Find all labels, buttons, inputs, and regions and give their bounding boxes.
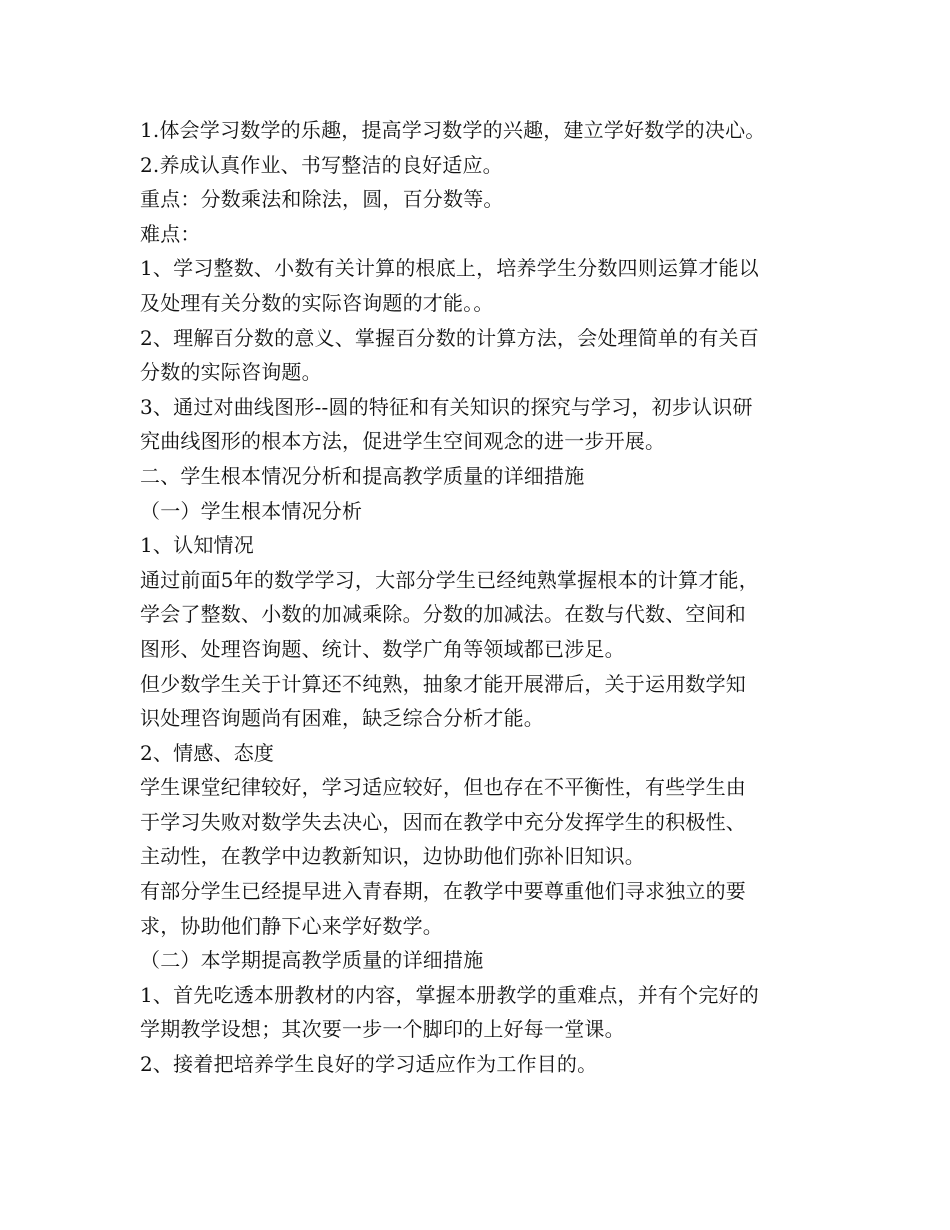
text-line: 学期教学设想；其次要一步一个脚印的上好每一堂课。 (140, 1017, 625, 1042)
text-line: 1、学习整数、小数有关计算的根底上，培养学生分数四则运算才能以 (140, 256, 759, 281)
text-line: 及处理有关分数的实际咨询题的才能。。 (140, 290, 494, 315)
text-line: 识处理咨询题尚有困难，缺乏综合分析才能。 (140, 706, 544, 731)
text-line: 重点：分数乘法和除法，圆，百分数等。 (140, 187, 504, 212)
text-line: 1、首先吃透本册教材的内容，掌握本册教学的重难点，并有个完好的 (140, 982, 759, 1007)
subsection-heading: （一）学生根本情况分析 (140, 498, 363, 523)
text-line: 学生课堂纪律较好，学习适应较好，但也存在不平衡性，有些学生由 (140, 775, 746, 800)
text-line: 2.养成认真作业、书写整洁的良好适应。 (140, 152, 503, 177)
subsection-heading: （二）本学期提高教学质量的详细措施 (140, 948, 484, 973)
text-line: 图形、处理咨询题、统计、数学广角等领域都已涉足。 (140, 636, 625, 661)
text-line: 于学习失败对数学失去决心，因而在教学中充分发挥学生的积极性、 (140, 809, 746, 834)
text-line: 但少数学生关于计算还不纯熟，抽象才能开展滞后，关于运用数学知 (140, 671, 746, 696)
text-line: 3、通过对曲线图形--圆的特征和有关知识的探究与学习，初步认识研 (140, 394, 753, 419)
text-line: 求，协助他们静下心来学好数学。 (140, 913, 443, 938)
text-line: 有部分学生已经提早进入青春期，在教学中要尊重他们寻求独立的要 (140, 879, 746, 904)
text-line: 学会了整数、小数的加减乘除。分数的加减法。在数与代数、空间和 (140, 602, 746, 627)
text-line: 难点： (140, 221, 201, 246)
text-line: 主动性，在教学中边教新知识，边协助他们弥补旧知识。 (140, 844, 645, 869)
text-line: 2、接着把培养学生良好的学习适应作为工作目的。 (140, 1052, 598, 1077)
text-line: 分数的实际咨询题。 (140, 360, 322, 385)
document-body (140, 113, 830, 1082)
section-heading: 二、学生根本情况分析和提高教学质量的详细措施 (140, 463, 585, 488)
text-line: 1.体会学习数学的乐趣，提高学习数学的兴趣，建立学好数学的决心。 (140, 118, 766, 142)
text-line: 究曲线图形的根本方法，促进学生空间观念的进一步开展。 (140, 429, 666, 454)
text-line: 1、认知情况 (140, 533, 254, 558)
text-line: 2、情感、态度 (140, 740, 275, 765)
text-line: 通过前面5年的数学学习，大部分学生已经纯熟掌握根本的计算才能， (140, 567, 759, 592)
text-line: 2、理解百分数的意义、掌握百分数的计算方法，会处理简单的有关百 (140, 325, 759, 350)
